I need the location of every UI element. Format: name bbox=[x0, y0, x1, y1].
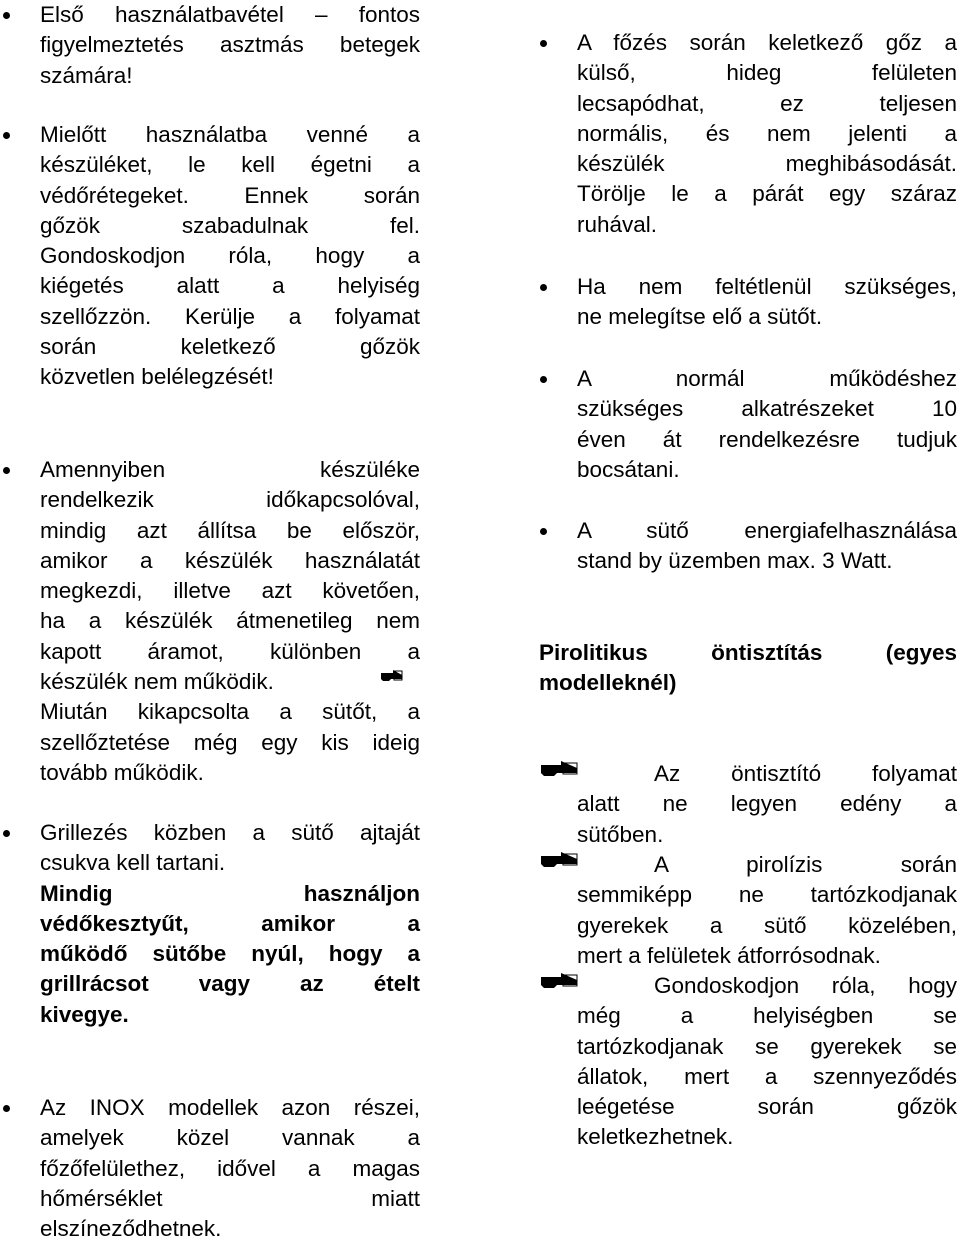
bullet-icon bbox=[3, 1105, 10, 1112]
text-line: leégetése során gőzök bbox=[577, 1094, 957, 1120]
text-line: gyerekek a sütő közelében, bbox=[577, 912, 957, 938]
text-line: Grillezés közben a sütő ajtaját bbox=[40, 820, 420, 845]
list-item bbox=[539, 28, 957, 240]
text-line: ne melegítse elő a sütőt. bbox=[577, 304, 823, 330]
bullet-icon bbox=[3, 467, 10, 474]
text-line: mert a felületek átforrósodnak. bbox=[577, 942, 881, 968]
text-line: stand by üzemben max. 3 Watt. bbox=[577, 548, 893, 574]
list-item bbox=[0, 455, 420, 788]
text-line: Az INOX modellek azon részei, bbox=[40, 1095, 420, 1120]
text-line: Miután kikapcsolta a sütőt, a bbox=[40, 699, 420, 725]
list-item bbox=[0, 1093, 420, 1244]
text-line: kapott áramot, különben a bbox=[40, 638, 420, 664]
text-span: készülék nem működik. bbox=[40, 669, 274, 695]
bold-text-line: működő sütőbe nyúl, hogy a bbox=[40, 941, 420, 967]
text-line bbox=[40, 667, 420, 697]
list-item bbox=[0, 0, 420, 91]
text-line: sütőben. bbox=[577, 821, 664, 847]
text-line: bocsátani. bbox=[577, 456, 680, 482]
text-line: Törölje le a párát egy száraz bbox=[577, 181, 957, 207]
bullet-icon bbox=[540, 284, 547, 291]
text-line: megkezdi, illetve azt követően, bbox=[40, 578, 420, 604]
list-item bbox=[0, 818, 420, 1030]
text-line: során keletkező gőzök bbox=[40, 334, 420, 360]
text-line: készüléket, le kell égetni a bbox=[40, 152, 420, 178]
text-line: Gondoskodjon róla, hogy a bbox=[40, 243, 420, 269]
bold-text-line: grillrácsot vagy az ételt bbox=[40, 971, 420, 997]
text-line: gőzök szabadulnak fel. bbox=[40, 212, 420, 238]
text-line: közvetlen belélegzését! bbox=[40, 364, 274, 390]
text-line: számára! bbox=[40, 62, 133, 88]
list-item bbox=[0, 120, 420, 393]
text-line: A sütő energiafelhasználása bbox=[577, 518, 957, 543]
warning-item bbox=[539, 759, 957, 850]
section-heading bbox=[539, 638, 957, 699]
text-span: Gondoskodjon róla, hogy bbox=[654, 973, 957, 998]
text-line: védőrétegeket. Ennek során bbox=[40, 182, 420, 208]
text-line: Ha nem feltétlenül szükséges, bbox=[577, 274, 957, 299]
text-line: Mielőtt használatba venné a bbox=[40, 122, 420, 147]
text-line: kiégetés alatt a helyiség bbox=[40, 273, 420, 299]
bullet-icon bbox=[3, 132, 10, 139]
text-line: tovább működik. bbox=[40, 759, 204, 785]
text-line: hőmérséklet miatt bbox=[40, 1185, 420, 1211]
text-line: lecsapódhat, ez teljesen bbox=[577, 90, 957, 116]
list-item bbox=[539, 364, 957, 485]
text-line: Első használatbavétel – fontos bbox=[40, 2, 420, 27]
warning-item bbox=[539, 971, 957, 1153]
text-line: Amennyiben készüléke bbox=[40, 457, 420, 482]
pointing-hand-icon bbox=[539, 971, 654, 989]
text-line: szellőztetése még egy kis ideig bbox=[40, 729, 420, 755]
bullet-icon bbox=[3, 830, 10, 837]
pointing-hand-icon bbox=[539, 850, 654, 868]
text-line: mindig azt állítsa be először, bbox=[40, 517, 420, 543]
text-line: alatt ne legyen edény a bbox=[577, 791, 957, 817]
text-line: tartózkodjanak se gyerekek se bbox=[577, 1033, 957, 1059]
text-line: A normál működéshez bbox=[577, 366, 957, 391]
text-line: készülék meghibásodását. bbox=[577, 151, 957, 177]
warning-item bbox=[539, 850, 957, 971]
text-line bbox=[539, 971, 957, 1001]
text-line: csukva kell tartani. bbox=[40, 850, 226, 876]
text-line: állatok, mert a szennyeződés bbox=[577, 1063, 957, 1089]
bullet-icon bbox=[540, 528, 547, 535]
text-line: szükséges alkatrészeket 10 bbox=[577, 396, 957, 422]
text-line: A főzés során keletkező gőz a bbox=[577, 30, 957, 55]
text-line: amikor a készülék használatát bbox=[40, 547, 420, 573]
text-line: szellőzzön. Kerülje a folyamat bbox=[40, 303, 420, 329]
pointing-hand-icon bbox=[380, 667, 420, 685]
text-line: normális, és nem jelenti a bbox=[577, 120, 957, 146]
text-line: amelyek közel vannak a bbox=[40, 1125, 420, 1151]
text-line: éven át rendelkezésre tudjuk bbox=[577, 426, 957, 452]
text-line: ruhával. bbox=[577, 211, 658, 237]
text-span: A pirolízis során bbox=[654, 852, 957, 877]
text-span: Az öntisztító folyamat bbox=[654, 761, 957, 786]
bold-text-line: védőkesztyűt, amikor a bbox=[40, 910, 420, 936]
text-line: rendelkezik időkapcsolóval, bbox=[40, 487, 420, 513]
pointing-hand-icon bbox=[539, 759, 654, 777]
text-line: külső, hideg felületen bbox=[577, 60, 957, 86]
heading-line: modelleknél) bbox=[539, 670, 677, 696]
list-item bbox=[539, 516, 957, 577]
bullet-icon bbox=[540, 40, 547, 47]
text-line: ha a készülék átmenetileg nem bbox=[40, 608, 420, 634]
bold-text-line: kivegye. bbox=[40, 1001, 129, 1027]
text-line: semmiképp ne tartózkodjanak bbox=[577, 882, 957, 908]
list-item bbox=[539, 272, 957, 333]
text-line bbox=[539, 759, 957, 789]
bold-text-line: Mindig használjon bbox=[40, 880, 420, 906]
text-line: keletkezhetnek. bbox=[577, 1124, 734, 1150]
text-line: főzőfelülethez, idővel a magas bbox=[40, 1155, 420, 1181]
heading-line: Pirolitikus öntisztítás (egyes bbox=[539, 640, 957, 665]
text-line bbox=[539, 850, 957, 880]
bullet-icon bbox=[3, 12, 10, 19]
text-line: elszíneződhetnek. bbox=[40, 1216, 222, 1242]
text-line: még a helyiségben se bbox=[577, 1003, 957, 1029]
text-line: figyelmeztetés asztmás betegek bbox=[40, 32, 420, 58]
bullet-icon bbox=[540, 376, 547, 383]
